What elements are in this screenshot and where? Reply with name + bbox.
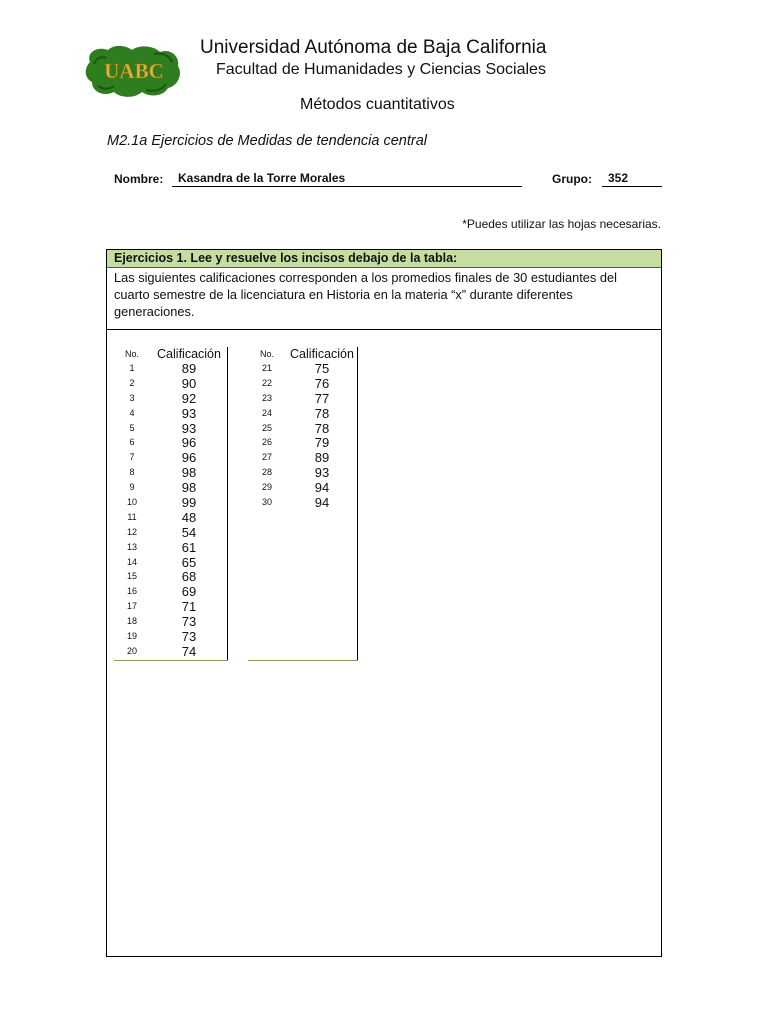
grade-value: 93 xyxy=(181,405,197,421)
row-number: 14 xyxy=(126,556,137,567)
subject-title: M2.1a Ejercicios de Medidas de tendencia central xyxy=(107,133,427,149)
grade-value: 61 xyxy=(181,539,197,555)
row-number: 20 xyxy=(126,645,137,656)
row-number: 22 xyxy=(261,377,272,388)
table-divider xyxy=(227,347,228,661)
grade-value: 90 xyxy=(181,375,197,391)
grade-value: 98 xyxy=(181,465,197,481)
grade-value: 78 xyxy=(314,405,330,421)
row-number: 19 xyxy=(126,631,137,642)
uabc-logo xyxy=(84,42,184,100)
grade-value: 54 xyxy=(181,524,197,540)
grade-value: 48 xyxy=(181,509,197,525)
table-bottom-border xyxy=(248,660,358,661)
row-number: 17 xyxy=(126,601,137,612)
row-number: 13 xyxy=(126,541,137,552)
grade-value: 92 xyxy=(181,390,197,406)
row-number: 23 xyxy=(261,392,272,403)
name-field: Kasandra de la Torre Morales xyxy=(172,171,522,187)
grade-value: 98 xyxy=(181,480,197,496)
row-number: 18 xyxy=(126,616,137,627)
column-header-no: No. xyxy=(259,349,274,359)
grade-value: 71 xyxy=(181,599,197,615)
row-number: 10 xyxy=(126,497,137,508)
grade-value: 96 xyxy=(181,435,197,451)
row-number: 9 xyxy=(129,482,135,493)
grades-table-left xyxy=(114,347,228,659)
row-number: 3 xyxy=(129,392,135,403)
row-number: 1 xyxy=(129,363,135,373)
column-header-no: No. xyxy=(124,349,139,359)
row-number: 25 xyxy=(261,422,272,433)
name-label: Nombre: xyxy=(114,172,164,186)
table-divider xyxy=(357,347,358,661)
row-number: 27 xyxy=(261,452,272,463)
row-number: 8 xyxy=(129,467,135,478)
grade-value: 74 xyxy=(181,643,197,659)
row-number: 28 xyxy=(261,467,272,478)
row-number: 24 xyxy=(261,407,272,418)
table-bottom-border xyxy=(114,660,228,661)
grade-value: 93 xyxy=(181,420,197,436)
logo-text: UABC xyxy=(104,59,164,83)
grade-value: 68 xyxy=(181,569,197,585)
exercise-header: Ejercicios 1. Lee y resuelve los incisos debajo de la tabla: xyxy=(107,250,661,268)
grade-value: 93 xyxy=(314,465,330,481)
grade-value: 77 xyxy=(314,390,330,406)
row-number: 15 xyxy=(126,571,137,582)
grade-value: 65 xyxy=(181,554,197,570)
column-header-grade: Calificación xyxy=(290,347,354,361)
grade-value: 73 xyxy=(181,629,197,645)
row-number: 7 xyxy=(129,452,135,463)
grade-value: 94 xyxy=(314,480,330,496)
row-number: 6 xyxy=(129,437,135,448)
grades-table-right xyxy=(248,347,358,510)
grade-value: 79 xyxy=(314,435,330,451)
faculty-title: Facultad de Humanidades y Ciencias Sociales xyxy=(216,61,546,78)
group-label: Grupo: xyxy=(552,172,592,186)
row-number: 16 xyxy=(126,586,137,597)
column-header-grade: Calificación xyxy=(157,347,221,361)
university-title: Universidad Autónoma de Baja California xyxy=(200,37,547,58)
grade-value: 78 xyxy=(314,420,330,436)
row-number: 5 xyxy=(129,422,135,433)
grade-value: 75 xyxy=(314,361,330,376)
exercise-statement: Las siguientes calificaciones corresponden a los promedios finales de 30 estudiantes del cuarto semestre de la licenciatura en Historia en la materia “x” durante diferentes generaciones. xyxy=(107,268,661,330)
sheets-note: *Puedes utilizar las hojas necesarias. xyxy=(462,217,661,231)
uabc-logo-graphic xyxy=(84,42,184,100)
row-number: 2 xyxy=(129,377,135,388)
row-number: 4 xyxy=(129,407,135,418)
grade-value: 73 xyxy=(181,614,197,630)
grade-value: 99 xyxy=(181,495,197,511)
row-number: 29 xyxy=(261,482,272,493)
grade-value: 96 xyxy=(181,450,197,466)
grade-value: 94 xyxy=(314,495,330,511)
row-number: 21 xyxy=(261,363,272,373)
row-number: 30 xyxy=(261,497,272,508)
grade-value: 89 xyxy=(181,361,197,376)
row-number: 26 xyxy=(261,437,272,448)
grade-value: 89 xyxy=(314,450,330,466)
grade-value: 76 xyxy=(314,375,330,391)
group-field: 352 xyxy=(602,171,662,187)
row-number: 12 xyxy=(126,526,137,537)
row-number: 11 xyxy=(127,511,137,522)
course-title: Métodos cuantitativos xyxy=(300,96,455,113)
grade-value: 69 xyxy=(181,584,197,600)
